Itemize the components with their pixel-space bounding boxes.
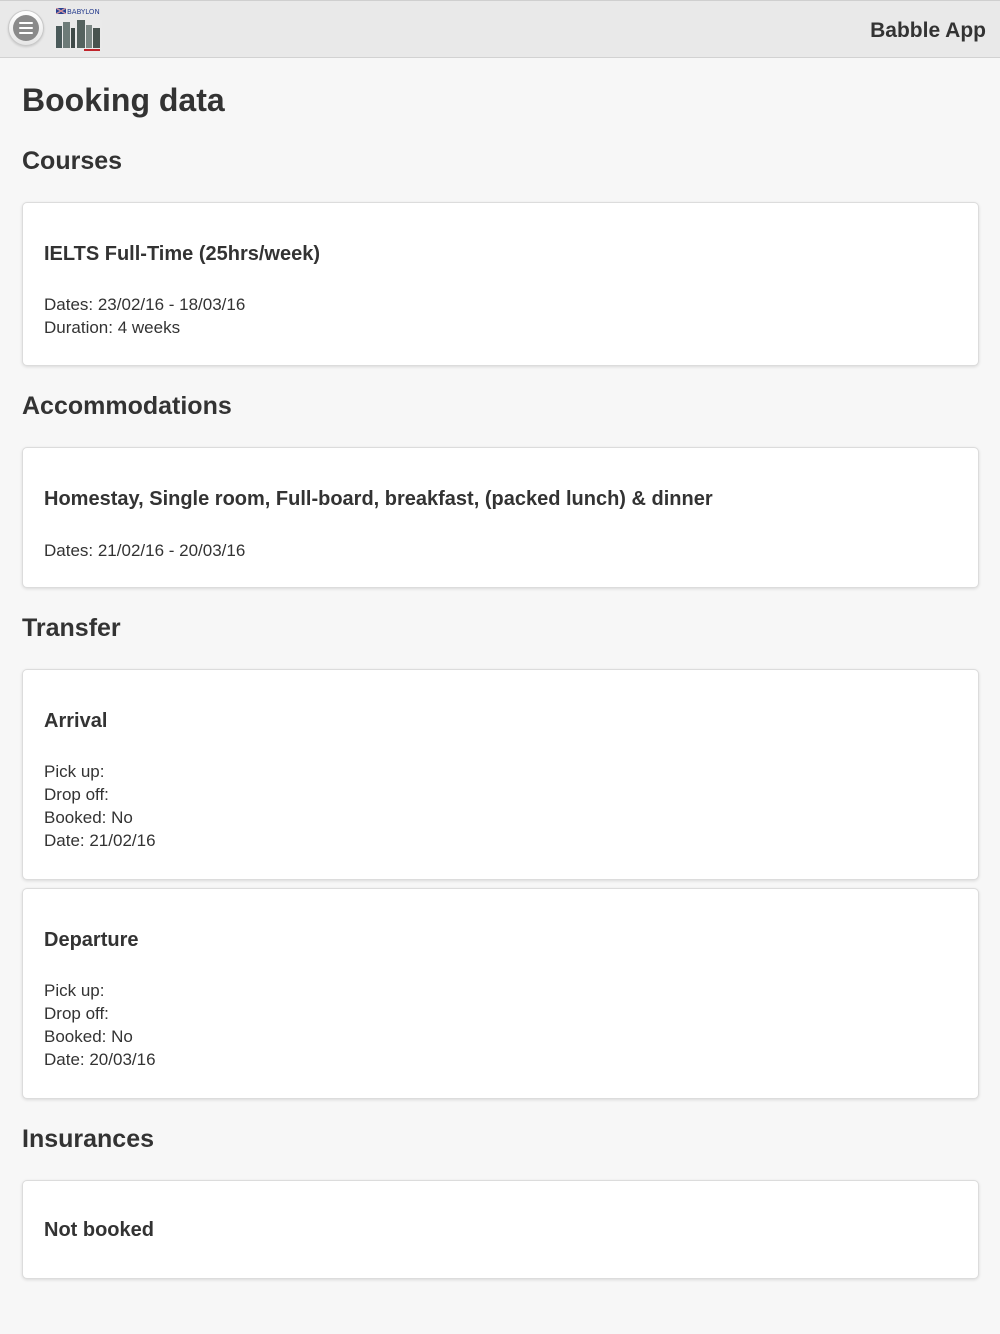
course-card	[22, 202, 979, 366]
page-title: Booking data	[22, 82, 225, 118]
hamburger-icon	[13, 15, 39, 41]
app-title: Babble App	[870, 19, 986, 42]
arrival-dropoff: Drop off:	[44, 785, 109, 804]
courses-heading: Courses	[22, 147, 123, 175]
arrival-card	[22, 669, 979, 880]
svg-text:BABYLON: BABYLON	[67, 8, 100, 16]
babylon-logo	[54, 6, 102, 53]
insurance-status: Not booked	[44, 1219, 154, 1241]
course-duration: Duration: 4 weeks	[44, 318, 181, 337]
departure-dropoff: Drop off:	[44, 1004, 109, 1023]
arrival-booked: Booked: No	[44, 808, 133, 827]
arrival-date: Date: 21/02/16	[44, 831, 156, 850]
departure-booked: Booked: No	[44, 1027, 133, 1046]
app-header	[0, 0, 1000, 58]
departure-date: Date: 20/03/16	[44, 1050, 156, 1069]
departure-card	[22, 888, 979, 1099]
accommodations-heading: Accommodations	[22, 392, 232, 420]
course-title: IELTS Full-Time (25hrs/week)	[44, 243, 320, 265]
accommodation-title: Homestay, Single room, Full-board, breakfast, (packed lunch) & dinner	[44, 488, 713, 510]
departure-title: Departure	[44, 929, 139, 951]
accommodation-card	[22, 447, 979, 588]
insurance-card	[22, 1180, 979, 1279]
insurances-heading: Insurances	[22, 1125, 155, 1153]
course-dates: Dates: 23/02/16 - 18/03/16	[44, 295, 246, 314]
arrival-pickup: Pick up:	[44, 762, 105, 781]
menu-button[interactable]	[8, 10, 44, 46]
departure-pickup: Pick up:	[44, 981, 105, 1000]
transfer-heading: Transfer	[22, 614, 121, 642]
accommodation-dates: Dates: 21/02/16 - 20/03/16	[44, 541, 246, 560]
arrival-title: Arrival	[44, 710, 108, 732]
